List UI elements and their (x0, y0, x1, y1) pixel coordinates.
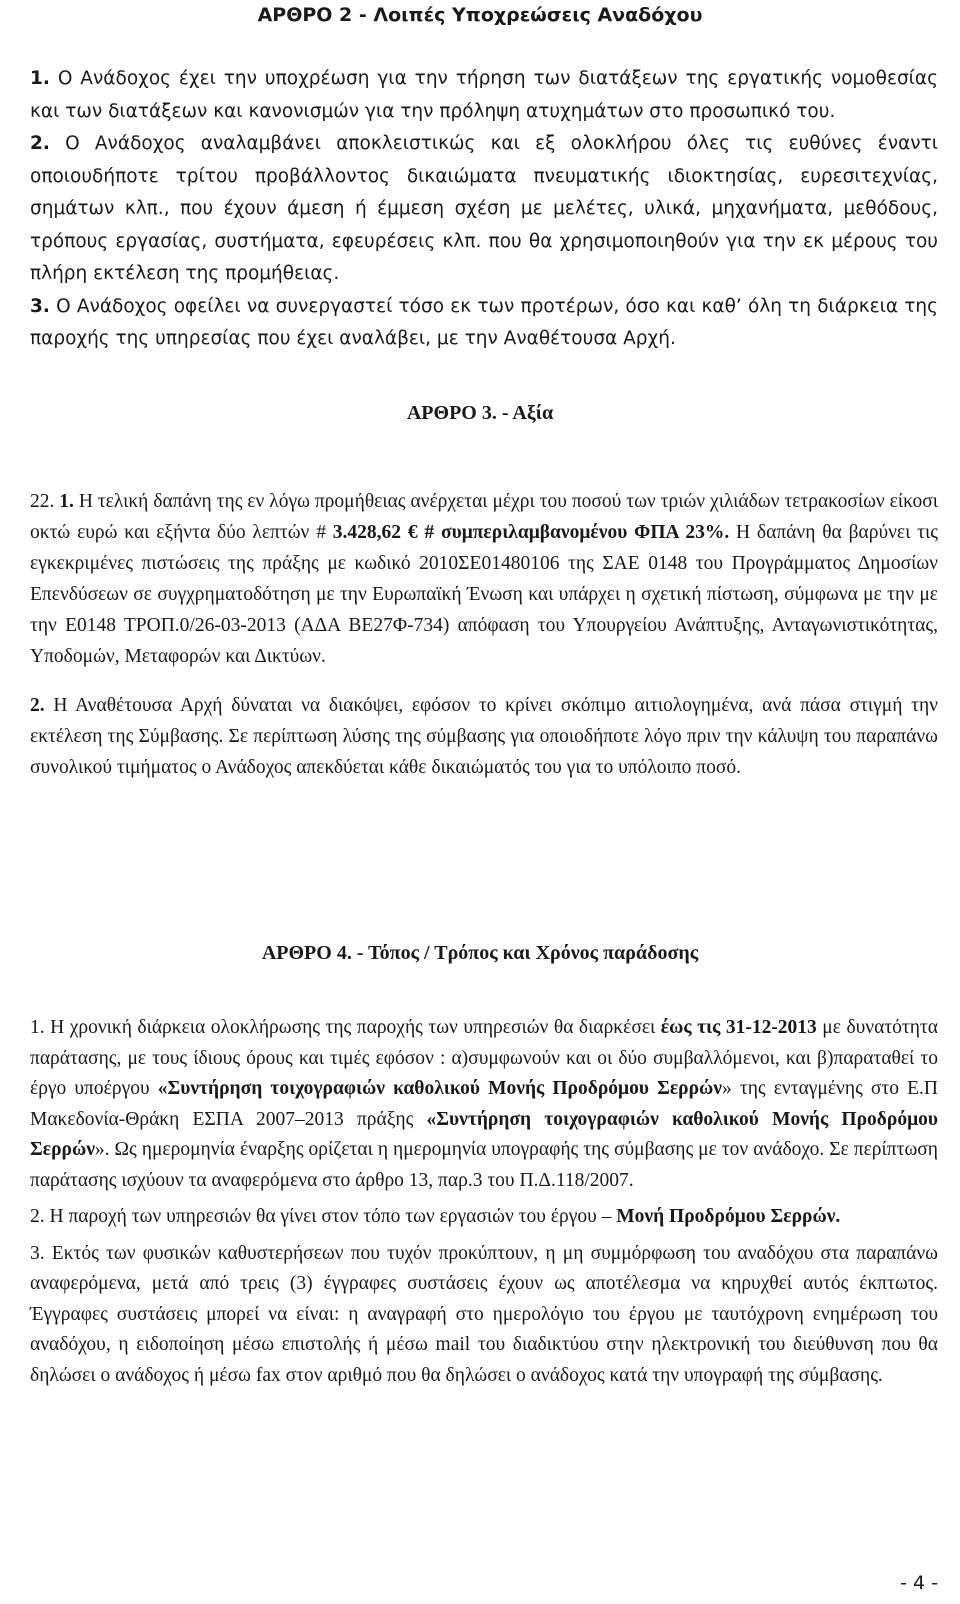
article-3-body (30, 486, 938, 783)
amount-text: 3.428,62 € # συμπεριλαμβανομένου ΦΠΑ 23%. (332, 522, 730, 543)
paragraph-text: Ο Ανάδοχος έχει την υποχρέωση για την τήρηση των διατάξεων της εργατικής νομοθεσίας και των διατάξεων και κανονισμών για την πρόληψη ατυχημάτων στο προσωπικό του. (30, 68, 938, 122)
article-4-paragraph-2 (30, 1202, 938, 1233)
article-4-paragraph-3: 3. Εκτός των φυσικών καθυστερήσεων που τυχόν προκύπτουν, η μη συμμόρφωση του αναδόχου στα παραπάνω αναφερόμενα, μετά από τρεις (3) έγγραφες συστάσεις έχουν ως αποτέλεσμα να κηρυχθεί αυτός έκπτωτος. Έγγραφες συστάσεις μπορεί να είναι: η αναγραφή στο ημερολόγιο του έργου με ταυτόχρονη ενημέρωση του αναδόχου, η ειδοποίηση μέσω επιστολής ή μέσω mail του διαδικτύου στην ηλεκτρονική του διεύθυνση που θα δηλώσει ο ανάδοχος ή μέσω fax στον αριθμό που θα δηλώσει ο ανάδοχος κατά την υπογραφή της σύμβασης. (30, 1242, 938, 1386)
paragraph-text: Ο Ανάδοχος οφείλει να συνεργαστεί τόσο εκ των προτέρων, όσο και καθ’ όλη τη διάρκεια της παροχής της υπηρεσίας που έχει αναλάβει, με την Αναθέτουσα Αρχή. (30, 295, 938, 349)
paragraph-number: 1. (59, 491, 74, 512)
paragraph-text: 1. Η χρονική διάρκεια ολοκλήρωσης της παροχής των υπηρεσιών θα διαρκέσει (30, 1017, 661, 1038)
article-2-body (30, 63, 938, 356)
paragraph-text: 2. Η παροχή των υπηρεσιών θα γίνει στον τόπο των εργασιών του έργου – (30, 1206, 617, 1227)
paragraph-text: με δυνατότητα παράτασης, με τους ίδιους όρους και τιμές εφόσον : α)συμφωνούν και οι δύο συμβαλλόμενοι, και β)παραταθεί το έργο υποέργου (30, 1017, 938, 1099)
location-text: Μονή Προδρόμου Σερρών. (616, 1206, 841, 1227)
paragraph-prefix: 22. (30, 491, 60, 512)
project-name: «Συντήρηση τοιχογραφιών καθολικού Μονής Προδρόμου Σερρών (157, 1078, 722, 1099)
article-4-body (30, 1013, 938, 1391)
paragraph-number: 1. (30, 68, 50, 89)
paragraph-number: 2. (30, 133, 50, 154)
paragraph-text: ». Ως ημερομηνία έναρξης ορίζεται η ημερομηνία υπογραφής της σύμβασης με τον ανάδοχο. Σε περίπτωση παράτασης ισχύουν τα αναφερόμενα στο άρθρο 13, παρ.3 του Π.Δ.118/2007. (30, 1139, 938, 1191)
article-2-paragraph-3 (30, 291, 938, 356)
heading-article-3: ΑΡΘΡΟ 3. - Αξία (406, 402, 554, 424)
heading-article-2: ΑΡΘΡΟ 2 - Λοιπές Υποχρεώσεις Αναδόχου (257, 4, 703, 26)
paragraph-text-rest: Η δαπάνη θα βαρύνει τις εγκεκριμένες πιστώσεις της πράξης με κωδικό 2010ΣΕ01480106 της ΣΑΕ 0148 του Προγράμματος Δημοσίων Επενδύσεων σε συγχρηματοδότηση με την Ευρωπαϊκή Ένωση και υπάρχει η σχετική πίστωση, σύμφωνα με την με την Ε0148 ΤΡΟΠ.0/26-03-2013 (ΑΔΑ ΒΕ27Φ-734) απόφαση του Υπουργείου Ανάπτυξης, Ανταγωνιστικότητας, Υποδομών, Μεταφορών και Δικτύων. (30, 522, 938, 667)
article-3-paragraph-2 (30, 690, 938, 783)
paragraph-number: 2. (30, 695, 45, 716)
heading-article-4: ΑΡΘΡΟ 4. - Τόπος / Τρόπος και Χρόνος παράδοσης (261, 942, 699, 964)
paragraph-number: 3. (30, 295, 50, 317)
article-3-paragraph-1 (30, 486, 938, 672)
paragraph-text: Ο Ανάδοχος αναλαμβάνει αποκλειστικώς και εξ ολοκλήρου όλες τις ευθύνες έναντι οποιουδήποτε τρίτου προβάλλοντος δικαιώματα πνευματικής ιδιοκτησίας, ευρεσιτεχνίας, σημάτων κλπ., που έχουν άμεση ή έμμεση σχέση με μελέτες, υλικά, μηχανήματα, μεθόδους, τρόπους εργασίας, συστήματα, εφευρέσεις κλπ. που θα χρησιμοποιηθούν για την εκ μέρους του πλήρη εκτέλεση της προμήθειας. (30, 133, 938, 284)
article-2-paragraph-2 (30, 128, 938, 291)
paragraph-text: Η τελική δαπάνη της εν λόγω προμήθειας ανέρχεται μέχρι του ποσού των τριών χιλιάδων τετρακοσίων είκοσι οκτώ ευρώ και εξήντα δύο λεπτών # (30, 491, 939, 543)
project-name: «Συντήρηση τοιχογραφιών καθολικού Μονής Προδρόμου Σερρών (30, 1108, 938, 1160)
paragraph-text: » της ενταγμένης στο Ε.Π Μακεδονία-Θράκη ΕΣΠΑ 2007–2013 πράξης (30, 1078, 938, 1130)
article-2-paragraph-1 (30, 63, 938, 128)
deadline-text: έως τις 31-12-2013 (660, 1017, 817, 1038)
article-4-paragraph-1 (30, 1013, 938, 1196)
page-number: - 4 - (900, 1572, 938, 1594)
paragraph-text: Η Αναθέτουσα Αρχή δύναται να διακόψει, εφόσον το κρίνει σκόπιμο αιτιολογημένα, ανά πάσα στιγμή την εκτέλεση της Σύμβασης. Σε περίπτωση λύσης της σύμβασης για οποιοδήποτε λόγο πριν την κάλυψη του παραπάνω συνολικού τιμήματος ο Ανάδοχος απεκδύεται κάθε δικαιώματός του για το υπόλοιπο ποσό. (30, 695, 938, 778)
